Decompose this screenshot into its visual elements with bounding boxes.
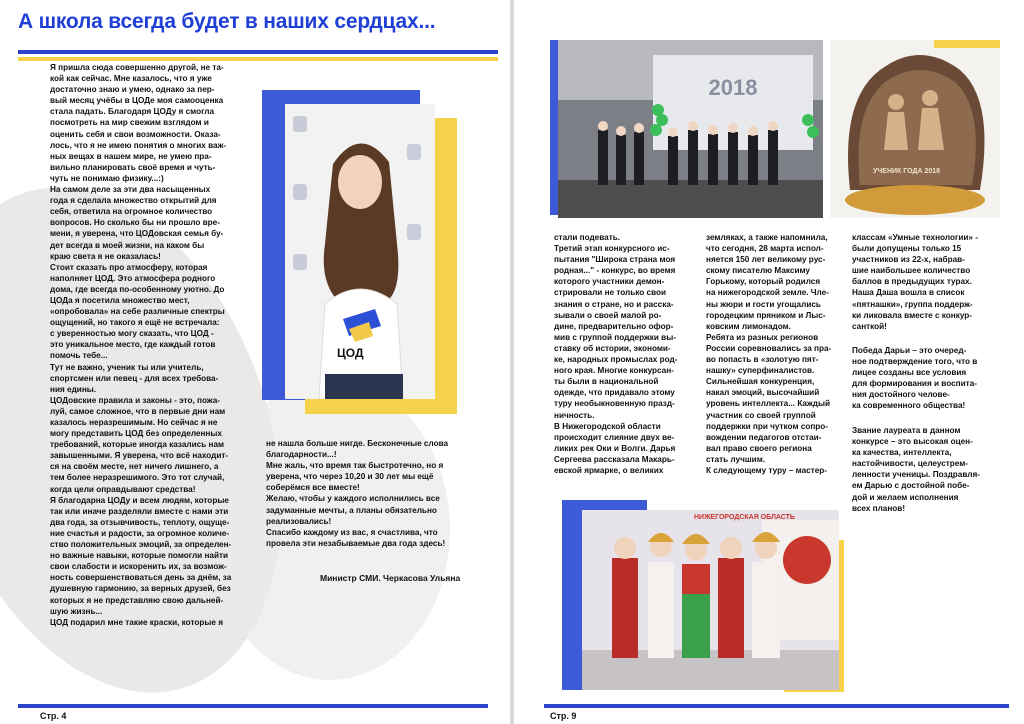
award-text: УЧЕНИК ГОДА 2018 — [873, 168, 941, 175]
stage-photo — [558, 40, 823, 218]
banner-year-text: 2018 — [708, 75, 758, 100]
article-column-2: не нашла больше нигде. Бесконечные слова благодарности...! Мне жаль, что время так быстротечно, но я уверена, что через 10,20 и 30 лет мы ещё соберёмся все вместе! Желаю, чтобы у каждого исполнились все задуманные мечты, а планы обязательно реализовались! Спасибо каждому из вас, я счастлива, что провела эти незабываемые два года здесь! — [266, 439, 449, 548]
page-number: Стр. 4 — [40, 711, 67, 721]
article-column-b: земляках, а также напомнила, что сегодня, 28 марта испол- няется 150 лет великому рус- скому писателю Максиму Горькому, который родился на нижегородской земле. Чле- ны жюри и гости угощались городецким пряником и Лыс- ковским лимонадом. Ребята из разных регионов России соревновались за пра- во попасть в «золотую пят- нашку» суперфиналистов. Сильнейшая конкуренция, накал эмоций, высочайший уровень интеллекта... Каждый участник со своей группой поддержки при чутком сопро- вождении педагогов отстаи- вал право своего региона стать лучшим. К следующему туру – мастер- — [706, 233, 832, 475]
article-column-c3: Звание лауреата в данном конкурсе – это высокая оцен- ка качества, интеллекта, настойчивости, целеустрем- ленности ученицы. Поздравля- ем Дарью с достойной побе- дой и желаем исполнения всех планов! — [852, 426, 980, 513]
tshirt-text: ЦОД — [337, 346, 364, 360]
region-banner-text: НИЖЕГОРОДСКАЯ ОБЛАСТЬ — [694, 514, 795, 521]
title-rule-blue — [18, 50, 498, 54]
article-column-c1: классам «Умные технологии» - были допущены только 15 участников из 22-х, набрав- шие наибольшее количество баллов в предыдущих турах. Наша Даша вошла в список «пятнашки», группа поддерж- ки ликовала вместе с конкур- санткой! — [852, 233, 978, 331]
title-area — [18, 10, 498, 34]
article-column-1: Я пришла сюда совершенно другой, не та- кой как сейчас. Мне казалось, что я уже достаточно знаю и умею, однако за пер- вый месяц учёбы в ЦОДе моя самооценка стала падать. Благодаря ЦОДу я смогла посмотреть на мир свежим взглядом и оценить себя и свои возможности. Оказа- лось, что я не имею понятия о многих важ- ных вещах в нашем мире, не умею пра- вильно планировать своё время и чуть- чуть не понимаю физику...:) На самом деле за эти два насыщенных года я сделала множество открытий для себя, ответила на огромное количество вопросов. Но сколько бы ни прошло вре- мени, я уверена, что ЦОДовская семья бу- дет всегда в моей жизни, на каком бы краю света я не оказалась! Стоит сказать про атмосферу, которая наполняет ЦОД. Это атмосфера родного дома, где всегда по-особенному уютно. До ЦОДа я посетила множество мест, «опробовала» на себе различные спектры ощущений, но такого я ещё не встречала: с уверенностью могу сказать, что ЦОД - это уникальное место, где каждый готов помочь тебе... Тут не важно, ученик ты или учитель, спортсмен или певец - для всех требова- ния едины. ЦОДовские правила и законы - это, пожа- луй, самое сложное, что в первые дни нам казалось неразрешимым. Но сейчас я не могу представить ЦОД без определенных требований, которые иногда казались нам завышенными. Я уверена, что всё находит- ся на своём месте, нет ничего лишнего, а тем более неразрешимого. Это тот случай, когда цели оправдывают средства! Я благодарна ЦОДу и всем людям, которые так или иначе разделяли вместе с нами эти два года, за отзывчивость, теплоту, ощуще- ние счастья и радости, за огромное количе- ство положительных эмоций, за определен- но важные навыки, которые помогли найти свои слабости и искоренить их, за возмож- ность совершенствоваться день за днём, за душевную гармонию, за верных друзей, без которых я не представляю свою дальней- шую жизнь... ЦОД подарил мне такие краски, которые я — [50, 63, 232, 627]
title-rule-yellow — [18, 57, 498, 61]
decorative-yellow-strip — [934, 40, 1000, 48]
group-costume-photo — [582, 510, 839, 690]
article-column-a: стали подевать. Третий этап конкурсного ис- пытания "Широка страна моя родная..." - конкурс, во время которого участники демон- стрировали не только свои знания о стране, но и расска- зывали о своей малой ро- дине, предварительно офор- мив с группой поддержки вы- ставку об истории, экономи- ке, народных промыслах род- ного края. Многие конкурсан- ты были в национальной одежде, что придавало этому туру необыкновенную празд- ничность. В Нижегородской области происходит слияние двух ве- ликих рек Оки и Волги. Дарья Сергеева рассказала Макарь- евской ярмарке, о великих — [554, 233, 678, 475]
left-page — [0, 0, 510, 724]
footer-rule — [18, 704, 488, 708]
page-title: А школа всегда будет в наших сердцах... — [18, 10, 436, 33]
page-number: Стр. 9 — [550, 711, 577, 721]
award-photo — [830, 40, 1000, 218]
footer-rule — [544, 704, 1009, 708]
portrait-photo — [285, 104, 435, 399]
right-page — [514, 0, 1024, 724]
article-column-c2: Победа Дарьи – это очеред- ное подтверждение того, что в лицее созданы все условия для формирования и воспита- ния достойного челове- ка современного общества! — [852, 346, 978, 411]
author-signature: Министр СМИ. Черкасова Ульяна — [320, 573, 461, 583]
